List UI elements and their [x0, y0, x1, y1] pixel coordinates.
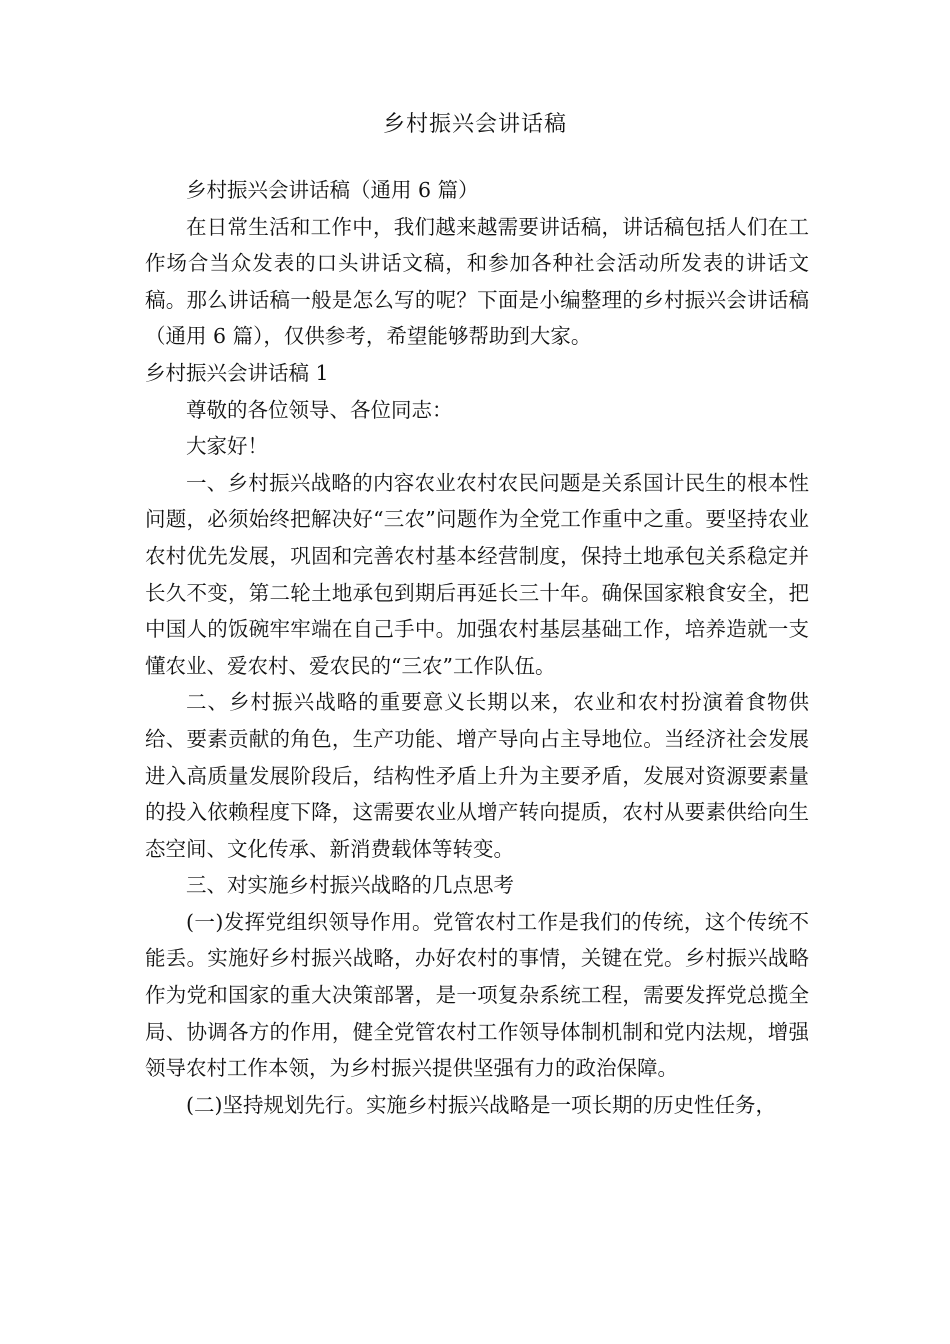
- paragraph-section-three-heading: 三、对实施乡村振兴战略的几点思考: [186, 873, 514, 898]
- paragraph-subtitle: 乡村振兴会讲话稿（通用 6 篇）: [186, 178, 479, 202]
- paragraph-section-one: 一、乡村振兴战略的内容农业农村农民问题是关系国计民生的根本性问题，必须始终把解决好“三农”问题作为全党工作重中之重。要坚持农业农村优先发展，巩固和完善农村基本经营制度，保持土地承包关系稳定并长久不变，第二轮土地承包到期后再延长三十年。确保国家粮食安全，把中国人的饭碗牢牢端在自己手中。加强农村基层基础工作，培养造就一支懂农业、爱农村、爱农民的“三农”工作队伍。: [145, 470, 809, 678]
- paragraph-salutation: 尊敬的各位领导、各位同志：: [186, 397, 453, 422]
- paragraph-point-one: (一)发挥党组织领导作用。党管农村工作是我们的传统，这个传统不能丢。实施好乡村振兴战略，办好农村的事情，关键在党。乡村振兴战略作为党和国家的重大决策部署，是一项复杂系统工程，需要发挥党总揽全局、协调各方的作用，健全党管农村工作领导体制机制和党内法规，增强领导农村工作本领，为乡村振兴提供坚强有力的政治保障。: [145, 909, 809, 1081]
- document-body: [145, 172, 809, 1123]
- paragraph-intro: 在日常生活和工作中，我们越来越需要讲话稿，讲话稿包括人们在工作场合当众发表的口头讲话文稿，和参加各种社会活动所发表的讲话文稿。那么讲话稿一般是怎么写的呢？下面是小编整理的乡村振兴会讲话稿（通用 6 篇），仅供参考，希望能够帮助到大家。: [145, 214, 809, 349]
- paragraph-section-two: 二、乡村振兴战略的重要意义长期以来，农业和农村扮演着食物供给、要素贡献的角色，生产功能、增产导向占主导地位。当经济社会发展进入高质量发展阶段后，结构性矛盾上升为主要矛盾，发展对资源要素量的投入依赖程度下降，这需要农业从增产转向提质，农村从要素供给向生态空间、文化传承、新消费载体等转变。: [145, 690, 809, 861]
- section-heading: 乡村振兴会讲话稿 1: [145, 360, 329, 385]
- paragraph-greeting: 大家好！: [186, 434, 268, 459]
- document-title: 乡村振兴会讲话稿: [382, 112, 567, 137]
- paragraph-point-two: (二)坚持规划先行。实施乡村振兴战略是一项长期的历史性任务，: [186, 1092, 776, 1117]
